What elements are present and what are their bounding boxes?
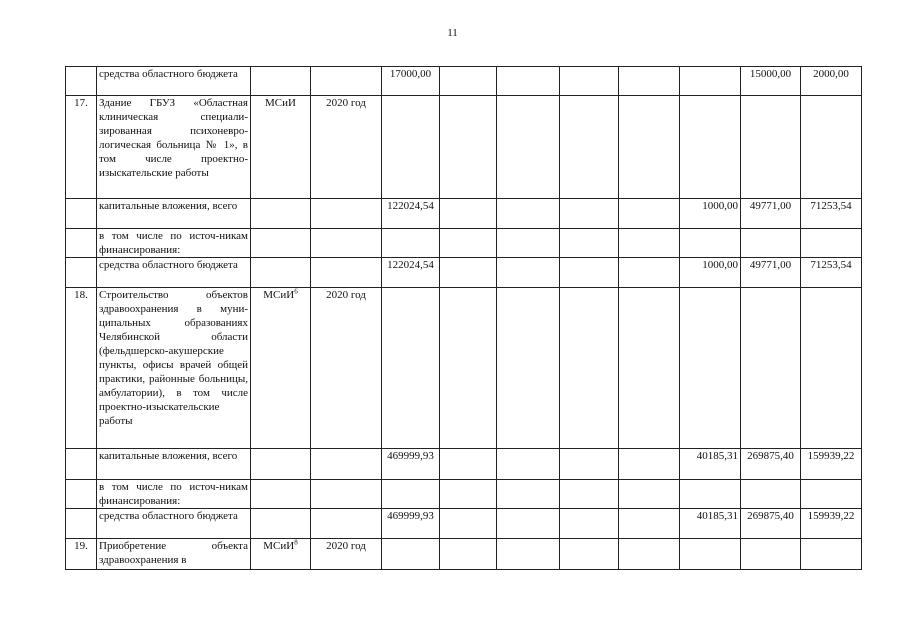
row-number-cell [66,509,97,539]
empty-cell [560,199,619,229]
table-row [66,199,862,229]
empty-cell [560,258,619,288]
year-cell [311,449,382,480]
empty-cell [560,288,619,449]
organization-cell: МСиИ [251,96,311,199]
object-name-cell: капитальные вложения, всего [97,449,251,480]
total-value-cell: 469999,93 [382,449,440,480]
empty-cell [619,229,680,258]
object-name-cell: средства областного бюджета [97,67,251,96]
total-value-cell [382,539,440,570]
table-row [66,96,862,199]
empty-cell [619,96,680,199]
investment-table [65,66,862,570]
empty-cell [560,509,619,539]
value-2022-cell [741,539,801,570]
value-2021-cell [680,67,741,96]
empty-cell [497,539,560,570]
row-number-cell [66,480,97,509]
table-row [66,67,862,96]
empty-cell [440,258,497,288]
total-value-cell [382,96,440,199]
value-2022-cell: 269875,40 [741,509,801,539]
year-cell: 2020 год [311,539,382,570]
footnote-mark: 8 [294,538,298,547]
empty-cell [440,539,497,570]
value-2022-cell: 49771,00 [741,258,801,288]
empty-cell [440,229,497,258]
table-row [66,509,862,539]
total-value-cell: 469999,93 [382,509,440,539]
organization-cell [251,509,311,539]
value-2021-cell [680,480,741,509]
empty-cell [497,67,560,96]
year-cell: 2020 год [311,96,382,199]
empty-cell [497,96,560,199]
value-2022-cell [741,288,801,449]
value-2021-cell [680,288,741,449]
empty-cell [619,449,680,480]
total-value-cell [382,229,440,258]
total-value-cell: 122024,54 [382,258,440,288]
table-row [66,229,862,258]
value-2023-cell [801,288,862,449]
empty-cell [440,509,497,539]
empty-cell [619,480,680,509]
year-cell [311,509,382,539]
object-name-cell: Здание ГБУЗ «Областная клиническая специали-зированная психоневро-логическая больница № 1», в том числе проектно-изыскательские работы [97,96,251,199]
row-number-cell [66,199,97,229]
year-cell [311,258,382,288]
value-2022-cell [741,229,801,258]
organization-cell [251,449,311,480]
table-row [66,539,862,570]
table-row [66,288,862,449]
object-name-cell: капитальные вложения, всего [97,199,251,229]
row-number-cell: 17. [66,96,97,199]
organization-cell [251,229,311,258]
empty-cell [560,480,619,509]
row-number-cell [66,229,97,258]
empty-cell [497,449,560,480]
year-cell [311,480,382,509]
value-2023-cell: 71253,54 [801,199,862,229]
empty-cell [497,258,560,288]
organization-cell [251,480,311,509]
value-2021-cell: 40185,31 [680,509,741,539]
year-cell [311,229,382,258]
empty-cell [497,480,560,509]
empty-cell [619,67,680,96]
empty-cell [619,288,680,449]
object-name-cell: средства областного бюджета [97,258,251,288]
value-2023-cell [801,229,862,258]
row-number-cell [66,449,97,480]
empty-cell [560,229,619,258]
object-name-cell: в том числе по источ-никам финансирования: [97,229,251,258]
total-value-cell: 17000,00 [382,67,440,96]
value-2023-cell [801,480,862,509]
empty-cell [497,288,560,449]
empty-cell [440,480,497,509]
value-2021-cell: 1000,00 [680,199,741,229]
value-2023-cell: 71253,54 [801,258,862,288]
row-number-cell: 19. [66,539,97,570]
empty-cell [619,539,680,570]
object-name-cell: средства областного бюджета [97,509,251,539]
value-2021-cell [680,96,741,199]
value-2023-cell [801,539,862,570]
table-row [66,480,862,509]
total-value-cell [382,288,440,449]
organization-cell: МСиИ$^8$ [251,539,311,570]
organization-cell [251,67,311,96]
empty-cell [497,229,560,258]
empty-cell [560,67,619,96]
total-value-cell: 122024,54 [382,199,440,229]
table-row [66,449,862,480]
empty-cell [440,288,497,449]
empty-cell [560,539,619,570]
empty-cell [440,199,497,229]
empty-cell [440,67,497,96]
empty-cell [497,509,560,539]
year-cell [311,67,382,96]
empty-cell [619,509,680,539]
value-2022-cell [741,96,801,199]
value-2022-cell [741,480,801,509]
value-2021-cell: 1000,00 [680,258,741,288]
object-name-cell: в том числе по источ-никам финансирования: [97,480,251,509]
value-2023-cell: 159939,22 [801,509,862,539]
table-row [66,258,862,288]
footnote-mark: 6 [294,287,298,296]
organization-cell: МСиИ$^6$ [251,288,311,449]
value-2022-cell: 269875,40 [741,449,801,480]
empty-cell [619,258,680,288]
empty-cell [440,96,497,199]
empty-cell [497,199,560,229]
value-2023-cell: 2000,00 [801,67,862,96]
row-number-cell [66,258,97,288]
organization-cell [251,258,311,288]
empty-cell [560,96,619,199]
row-number-cell: 18. [66,288,97,449]
total-value-cell [382,480,440,509]
empty-cell [619,199,680,229]
year-cell: 2020 год [311,288,382,449]
value-2021-cell: 40185,31 [680,449,741,480]
empty-cell [560,449,619,480]
empty-cell [440,449,497,480]
object-name-cell: Строительство объектов здравоохранения в муни-ципальных образованиях Челябинской области (фельдшерско-акушерские пункты, офисы врачей общей практики, районные больницы, амбулатории), в том числе проектно-изыскательские работы [97,288,251,449]
value-2023-cell [801,96,862,199]
year-cell [311,199,382,229]
object-name-cell: Приобретение объекта здравоохранения в [97,539,251,570]
page-number: 11 [447,27,458,39]
value-2021-cell [680,229,741,258]
value-2023-cell: 159939,22 [801,449,862,480]
row-number-cell [66,67,97,96]
value-2022-cell: 15000,00 [741,67,801,96]
value-2021-cell [680,539,741,570]
value-2022-cell: 49771,00 [741,199,801,229]
organization-cell [251,199,311,229]
